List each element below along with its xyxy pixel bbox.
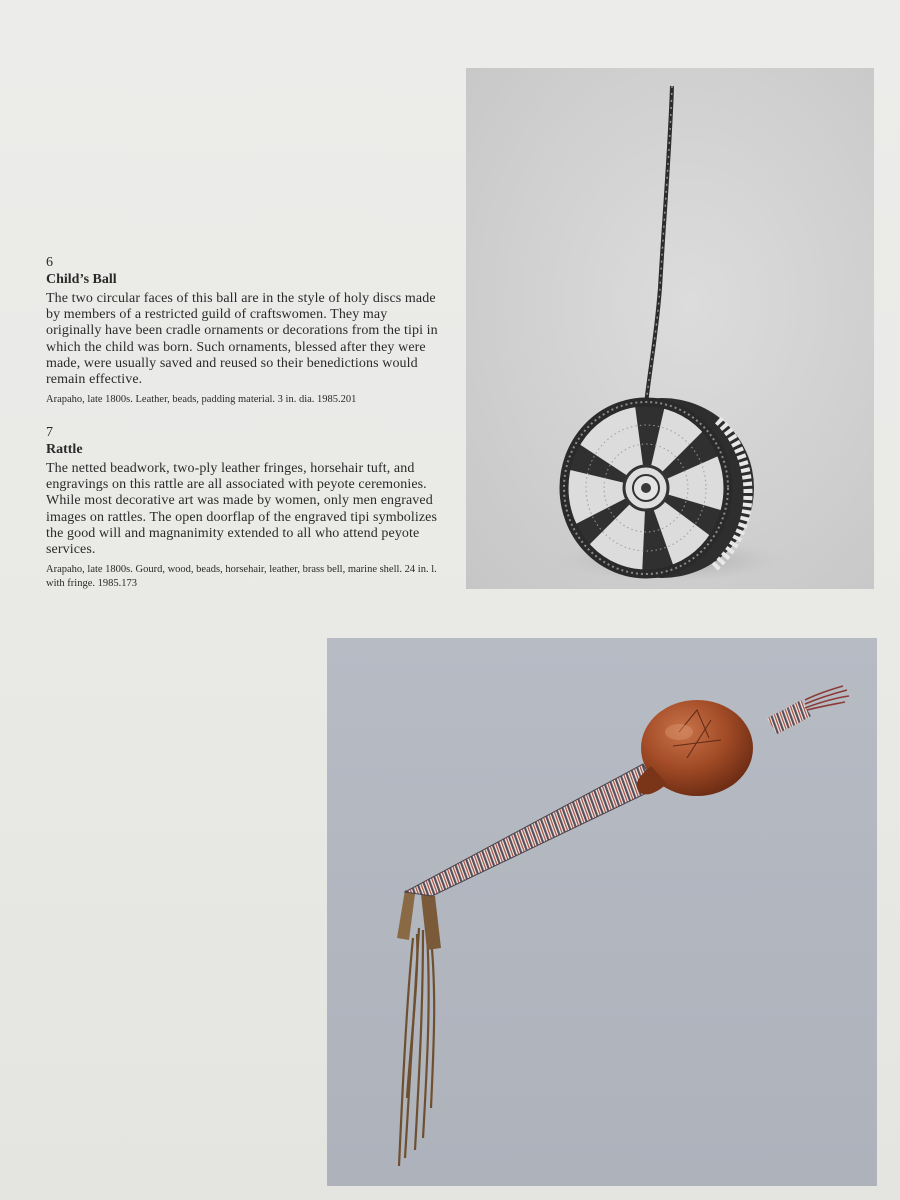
entry-number: 7 <box>46 425 53 440</box>
entry-credit: Arapaho, late 1800s. Leather, beads, padding material. 3 in. dia. 1985.201 <box>46 394 357 406</box>
rattle-photo <box>327 638 877 1186</box>
entry-credit: Arapaho, late 1800s. Gourd, wood, beads, horsehair, leather, brass bell, marine shell. 24 in. l. with fringe. 1985.173 <box>46 564 437 590</box>
entry-title: Child’s Ball <box>46 272 117 287</box>
entry-description: The netted beadwork, two-ply leather fringes, horsehair tuft, and engravings on this rattle are all associated with peyote ceremonies. While most decorative art was made by women, only men engraved images on rattles. The open doorflap of the engraved tipi symbolizes the good will and magnanimity extended to all who attend peyote services. <box>46 461 438 558</box>
entry-6 <box>46 255 442 407</box>
entry-description: The two circular faces of this ball are in the style of holy discs made by members of a restricted guild of craftswomen. They may originally have been cradle ornaments or decorations from the tipi in which the child was born. Such ornaments, blessed after they were made, were usually saved and reused so their benedictions would remain effective. <box>46 291 438 388</box>
entry-title: Rattle <box>46 442 83 457</box>
childs-ball-photo <box>466 68 874 589</box>
entry-7 <box>46 425 442 591</box>
entry-number: 6 <box>46 255 53 270</box>
